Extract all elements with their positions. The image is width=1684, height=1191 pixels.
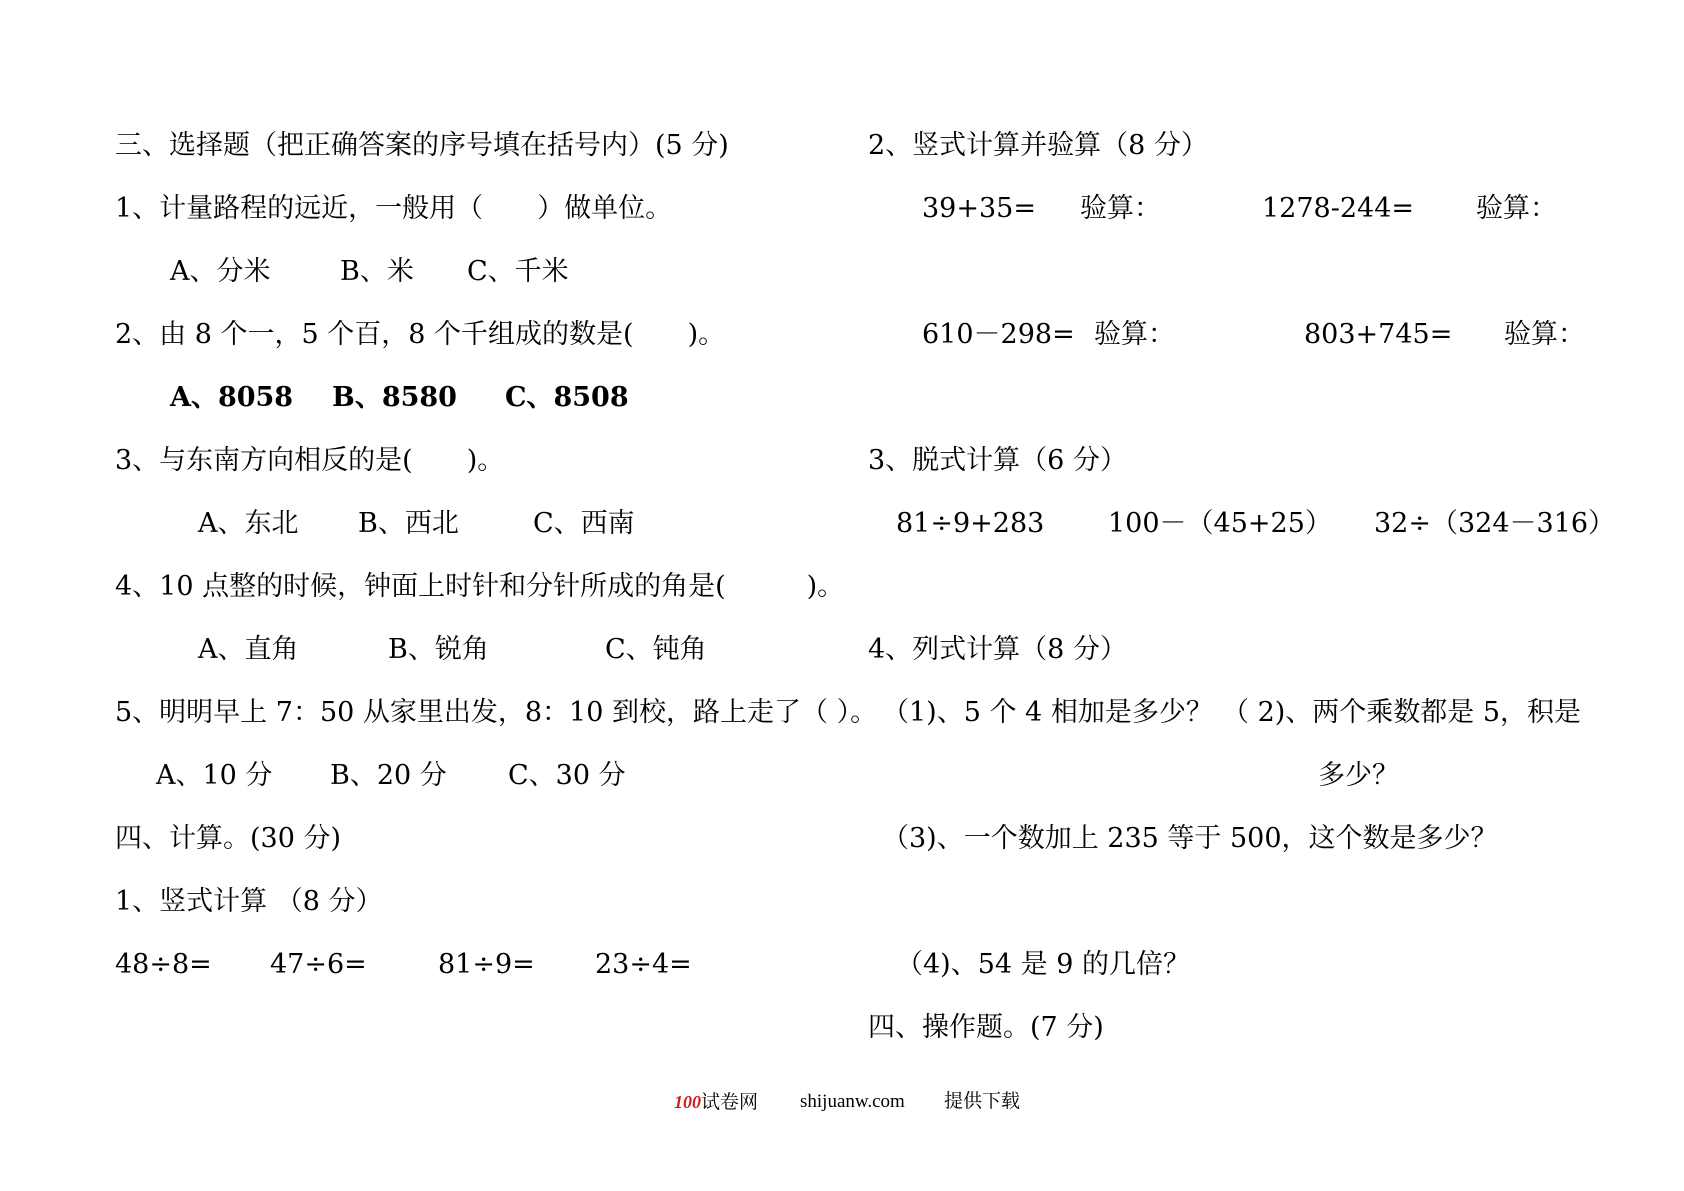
q5-option-a: A、10 分: [156, 760, 273, 791]
footer-site-name: 试卷网: [701, 1092, 759, 1113]
question-5: 5、明明早上 7：50 从家里出发，8：10 到校，路上走了（ ）。: [115, 697, 878, 728]
q3-option-c: C、西南: [533, 508, 635, 539]
check-label: 验算：: [1504, 319, 1585, 350]
word-question-2: （ 2)、两个乘数都是 5，积是: [1222, 697, 1582, 728]
vertical-calc-title: 1、竖式计算 （8 分）: [115, 886, 383, 917]
step-calc-item: 81÷9+283: [896, 508, 1045, 539]
logo-number: 100: [674, 1092, 701, 1112]
q5-option-c: C、30 分: [508, 760, 626, 791]
question-2: 2、由 8 个一，5 个百，8 个千组成的数是( )。: [115, 319, 726, 350]
footer-tagline: 提供下载: [944, 1091, 1021, 1112]
q4-option-b: B、锐角: [388, 634, 489, 665]
step-calc-item: 100－（45+25）: [1108, 508, 1332, 539]
word-question-3: （3)、一个数加上 235 等于 500，这个数是多少？: [882, 823, 1498, 854]
q5-option-b: B、20 分: [330, 760, 447, 791]
q4-option-c: C、钝角: [605, 634, 707, 665]
q3-option-a: A、东北: [198, 508, 299, 539]
q2-option-a: A、8058: [170, 382, 294, 413]
vertical-calc-item: 81÷9=: [438, 949, 535, 980]
check-label: 验算：: [1094, 319, 1175, 350]
q3-option-b: B、西北: [358, 508, 459, 539]
q1-option-a: A、分米: [170, 256, 271, 287]
step-calc-item: 32÷（324－316）: [1374, 508, 1616, 539]
word-question-1: （1)、5 个 4 相加是多少？: [882, 697, 1213, 728]
question-4: 4、10 点整的时候，钟面上时针和分针所成的角是( )。: [115, 571, 845, 602]
question-1: 1、计量路程的远近，一般用（ ）做单位。: [115, 193, 673, 224]
vertical-calc-item: 23÷4=: [595, 949, 692, 980]
check-label: 验算：: [1476, 193, 1557, 224]
footer-logo: [674, 1090, 758, 1115]
q1-option-c: C、千米: [467, 256, 569, 287]
word-question-4: （4)、54 是 9 的几倍？: [896, 949, 1190, 980]
check-calc-expr: 39+35=: [922, 193, 1036, 224]
word-question-2-cont: 多少？: [1318, 760, 1399, 791]
vertical-calc-item: 48÷8=: [115, 949, 212, 980]
check-calc-title: 2、竖式计算并验算（8 分）: [868, 130, 1208, 161]
check-calc-expr: 1278-244=: [1262, 193, 1414, 224]
q4-option-a: A、直角: [198, 634, 299, 665]
footer-url[interactable]: shijuanw.com: [800, 1091, 905, 1112]
operation-section-title: 四、操作题。(7 分): [868, 1012, 1104, 1043]
q2-option-c: C、8508: [505, 382, 629, 413]
question-3: 3、与东南方向相反的是( )。: [115, 445, 505, 476]
q2-option-b: B、8580: [332, 382, 457, 413]
q1-option-b: B、米: [340, 256, 414, 287]
check-calc-expr: 610－298=: [922, 319, 1075, 350]
section-4-title: 四、计算。(30 分): [115, 823, 342, 854]
section-3-title: 三、选择题（把正确答案的序号填在括号内）(5 分): [115, 130, 729, 161]
step-calc-title: 3、脱式计算（6 分）: [868, 445, 1127, 476]
check-label: 验算：: [1080, 193, 1161, 224]
vertical-calc-item: 47÷6=: [270, 949, 367, 980]
word-calc-title: 4、列式计算（8 分）: [868, 634, 1127, 665]
check-calc-expr: 803+745=: [1304, 319, 1453, 350]
